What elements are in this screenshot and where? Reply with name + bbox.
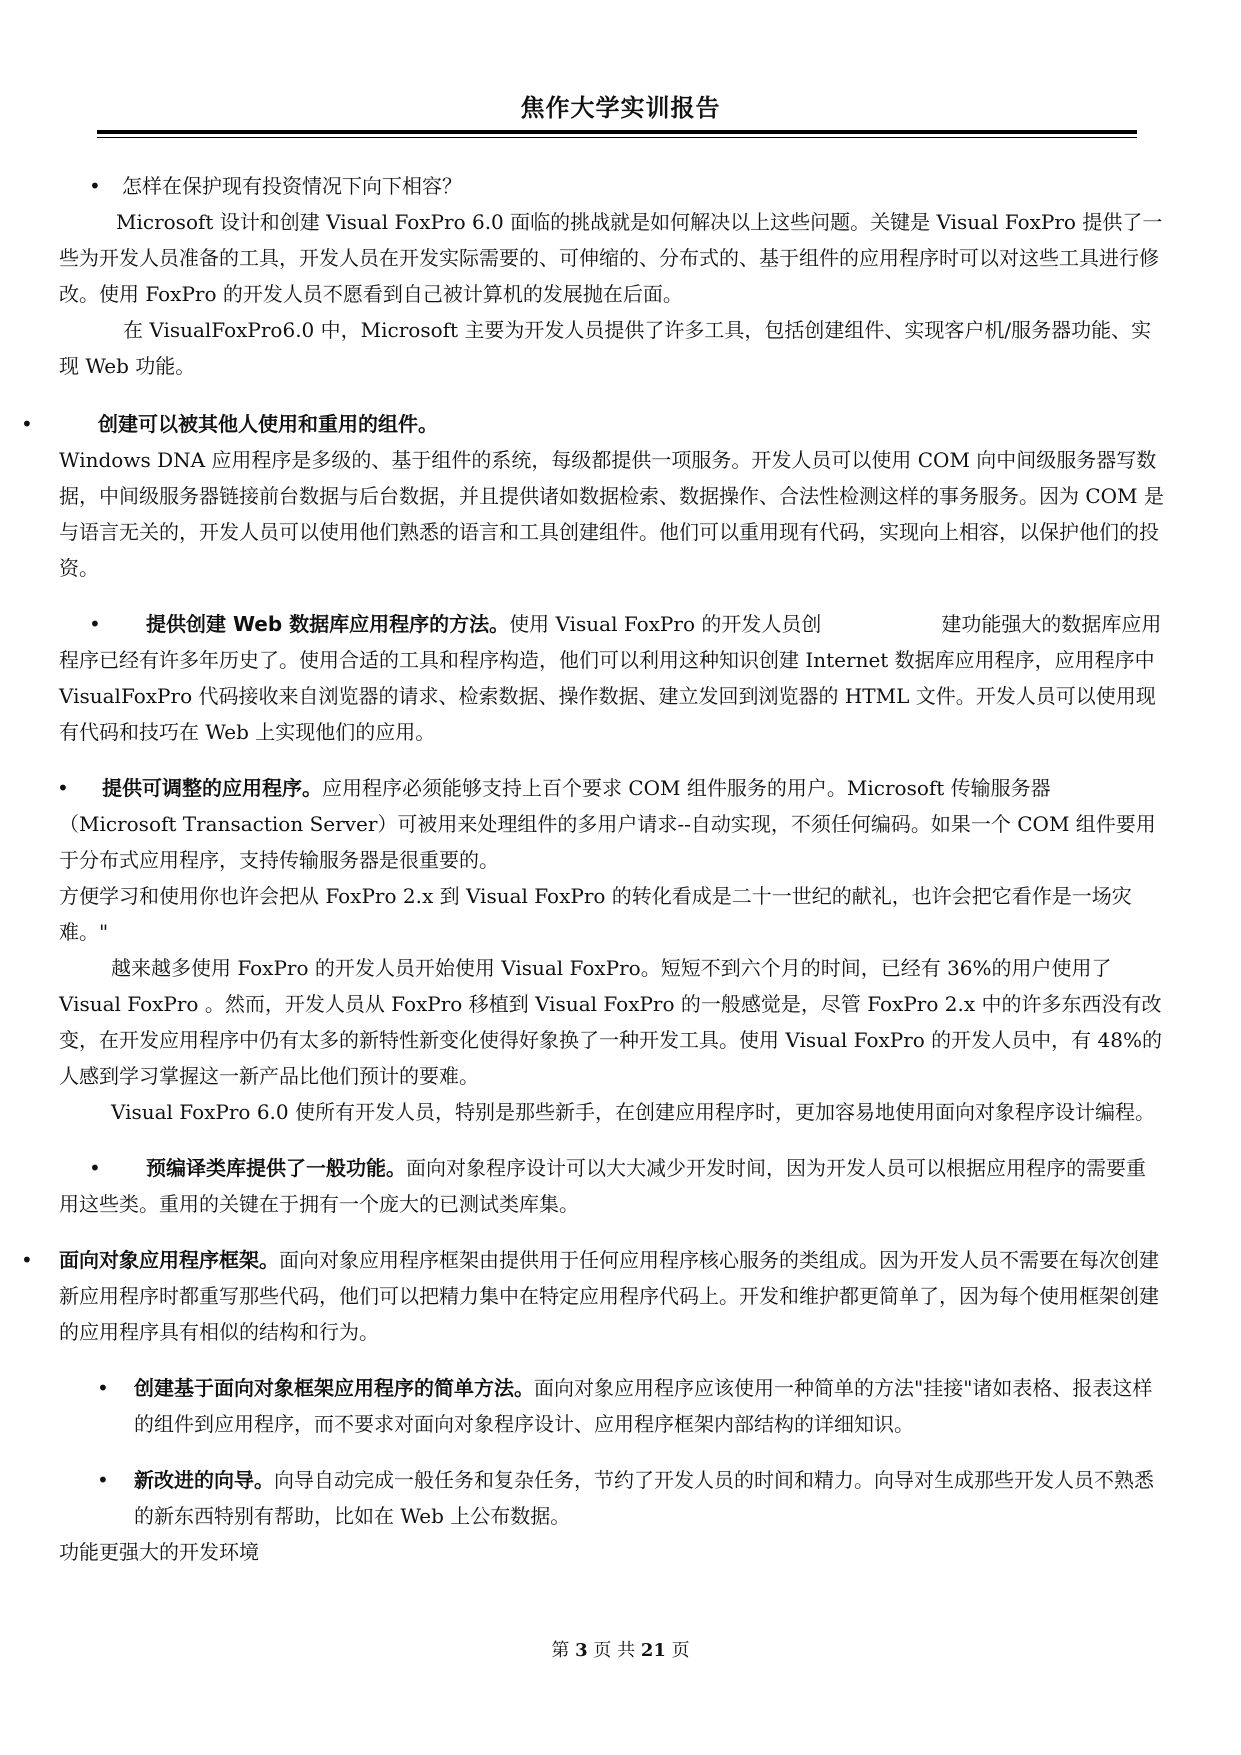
page-header-title: 焦作大学实训报告: [520, 94, 721, 122]
footer-suffix: 页: [671, 1640, 690, 1661]
bullet-item: [59, 770, 1165, 878]
paragraph-text: 面向对象应用程序框架由提供用于任何应用程序核心服务的类组成。因为开发人员不需要在每次创建新应用程序时都重写那些代码，他们可以把精力集中在特定应用程序代码上。开发和维护都更简单了，因为每个使用框架创建的应用程序具有相似的结构和行为。: [59, 1248, 1159, 1344]
bullet-icon: •: [57, 776, 69, 800]
bullet-icon: •: [89, 174, 101, 198]
paragraph: Microsoft 设计和创建 Visual FoxPro 6.0 面临的挑战就是如何解决以上这些问题。关键是 Visual FoxPro 提供了一些为开发人员准备的工具，开发人员在开发实际需要的、可伸缩的、分布式的、基于组件的应用程序时可以对这些工具进行修改。使用 FoxPro 的开发人员不愿看到自己被计算机的发展抛在后面。: [59, 210, 1163, 306]
bullet-item: [59, 1370, 1165, 1442]
bullet-icon: •: [21, 412, 33, 436]
item-heading: 预编译类库提供了一般功能。: [146, 1156, 406, 1180]
item-heading: 提供可调整的应用程序。: [102, 776, 322, 800]
paragraph-text: 面向对象应用程序应该使用一种简单的方法"挂接"诸如表格、报表这样的组件到应用程序，而不要求对面向对象程序设计、应用程序框架内部结构的详细知识。: [134, 1376, 1153, 1436]
header-rule-thick: [97, 130, 1137, 134]
bullet-item: [59, 1150, 1165, 1222]
paragraph: 在 VisualFoxPro6.0 中，Microsoft 主要为开发人员提供了许多工具，包括创建组件、实现客户机/服务器功能、实现 Web 功能。: [59, 318, 1152, 378]
bullet-icon: •: [97, 1376, 109, 1400]
paragraph-text: 向导自动完成一般任务和复杂任务，节约了开发人员的时间和精力。向导对生成那些开发人员不熟悉的新东西特别有帮助，比如在 Web 上公布数据。: [134, 1468, 1154, 1528]
bullet-item: [59, 1462, 1165, 1534]
paragraph: 越来越多使用 FoxPro 的开发人员开始使用 Visual FoxPro。短短不到六个月的时间，已经有 36%的用户使用了 Visual FoxPro 。然而，开发人员从 FoxPro 移植到 Visual FoxPro 的一般感觉是，尽管 FoxPro 2.x 中的许多东西没有改变，在开发应用程序中仍有太多的新特性新变化使得好象换了一种开发工具。使用 Visual FoxPro 的开发人员中，有 48%的人感到学习掌握这一新产品比他们预计的要难。: [59, 956, 1162, 1088]
footer-prefix: 第: [551, 1640, 570, 1661]
paragraph: 方便学习和使用你也许会把从 FoxPro 2.x 到 Visual FoxPro 的转化看成是二十一世纪的献礼，也许会把它看作是一场灾难。": [59, 884, 1132, 944]
bullet-item: [59, 606, 1165, 750]
footer-mid: 页 共: [593, 1640, 636, 1661]
bullet-heading: [21, 406, 1165, 442]
paragraph-text: 怎样在保护现有投资情况下向下相容？: [122, 174, 462, 198]
item-heading: 面向对象应用程序框架。: [59, 1248, 279, 1272]
bullet-icon: •: [21, 1248, 33, 1272]
bullet-icon: •: [89, 1156, 101, 1180]
bullet-icon: •: [89, 612, 101, 636]
paragraph: 功能更强大的开发环境: [59, 1540, 259, 1564]
bullet-item: [21, 1242, 1165, 1350]
paragraph: Windows DNA 应用程序是多级的、基于组件的系统，每级都提供一项服务。开发人员可以使用 COM 向中间级服务器写数据，中间级服务器链接前台数据与后台数据，并且提供诸如数据检索、数据操作、合法性检测这样的事务服务。因为 COM 是与语言无关的，开发人员可以使用他们熟悉的语言和工具创建组件。他们可以重用现有代码，实现向上相容，以保护他们的投资。: [59, 448, 1164, 580]
item-heading: 创建基于面向对象框架应用程序的简单方法。: [134, 1376, 534, 1400]
bullet-item: [59, 168, 1165, 204]
paragraph-text: 应用程序必须能够支持上百个要求 COM 组件服务的用户。Microsoft 传输服务器（Microsoft Transaction Server）可被用来处理组件的多用户请求--自动实现，不须任何编码。如果一个 COM 组件要用于分布式应用程序，支持传输服务器是很重要的。: [59, 776, 1156, 872]
header-rule-thin: [97, 137, 1137, 138]
bullet-icon: •: [97, 1468, 109, 1492]
document-body: [21, 168, 1165, 1570]
section-heading: 创建可以被其他人使用和重用的组件。: [98, 412, 438, 436]
item-heading: 新改进的向导。: [134, 1468, 274, 1492]
current-page-number: 3: [575, 1640, 588, 1661]
page-footer: [0, 1636, 1241, 1662]
item-heading: 提供创建 Web 数据库应用程序的方法。: [146, 612, 510, 636]
total-page-number: 21: [640, 1640, 666, 1661]
paragraph-text: 面向对象程序设计可以大大减少开发时间，因为开发人员可以根据应用程序的需要重用这些类。重用的关键在于拥有一个庞大的已测试类库集。: [59, 1156, 1146, 1216]
paragraph-text: 使用 Visual FoxPro 的开发人员创 建功能强大的数据库应用程序已经有许多年历史了。使用合适的工具和程序构造，他们可以利用这种知识创建 Internet 数据库应用程序，应用程序中 VisualFoxPro 代码接收来自浏览器的请求、检索数据、操作数据、建立发回到浏览器的 HTML 文件。开发人员可以使用现有代码和技巧在 Web 上实现他们的应用。: [59, 612, 1162, 744]
paragraph: Visual FoxPro 6.0 使所有开发人员，特别是那些新手，在创建应用程序时，更加容易地使用面向对象程序设计编程。: [111, 1100, 1155, 1124]
